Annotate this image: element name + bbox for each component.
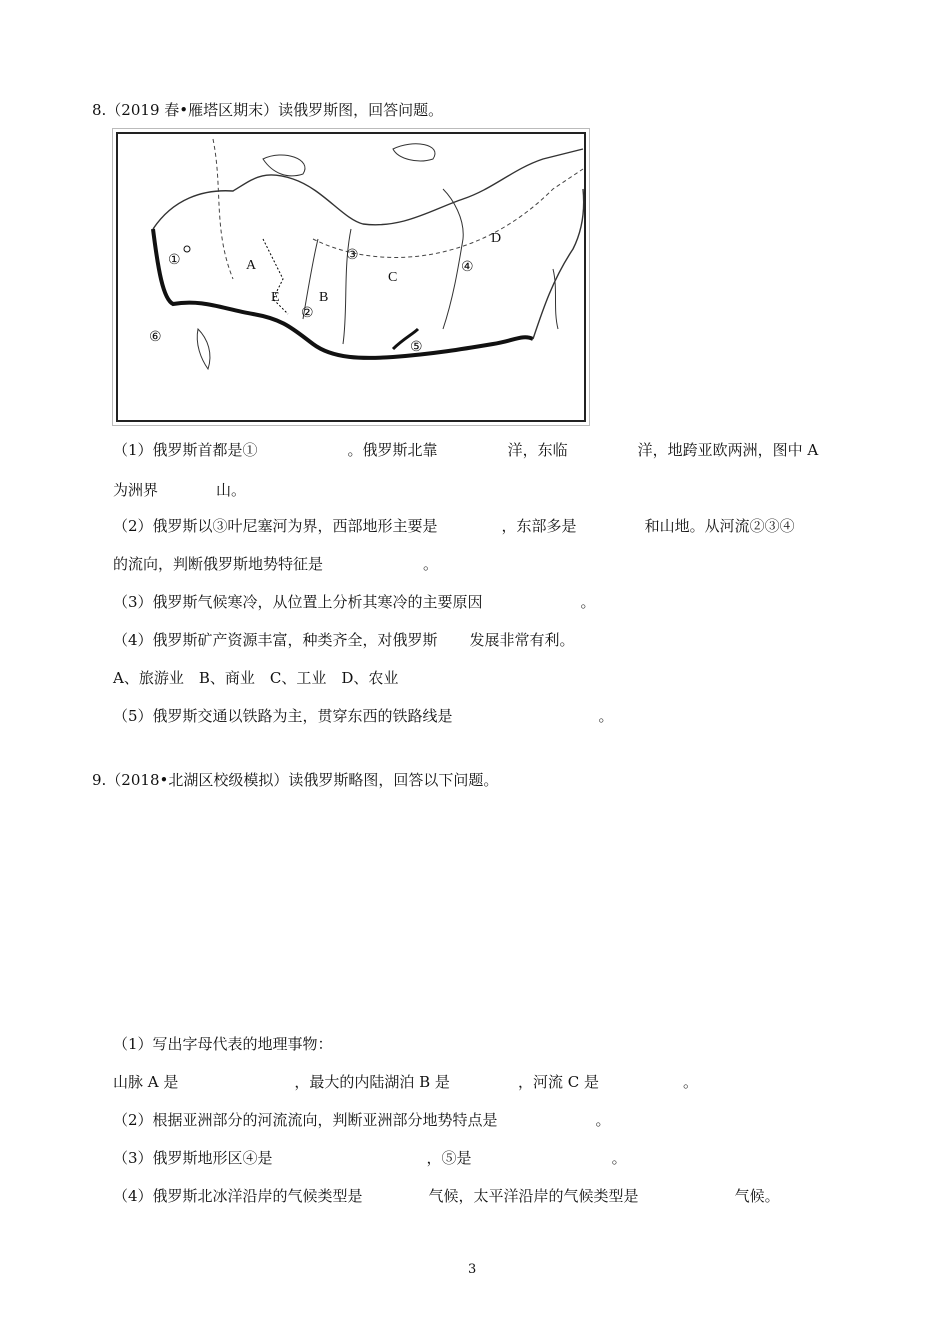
map-label-c: C [388,270,398,285]
q9-line-5: （4）俄罗斯北冰洋沿岸的气候类型是 气候，太平洋沿岸的气候类型是 气候。 [113,1187,780,1205]
q8-line-5: （3）俄罗斯气候寒冷，从位置上分析其寒冷的主要原因 。 [113,593,596,611]
q8-line-6: （4）俄罗斯矿产资源丰富，种类齐全，对俄罗斯 发展非常有利。 [113,631,575,649]
map-label-e: E [271,290,280,305]
map-label-d: D [491,231,502,246]
q8-line-3: （2）俄罗斯以③叶尼塞河为界，西部地形主要是 ，东部多是 和山地。从河流②③④ [113,517,795,535]
page-number: 3 [468,1262,477,1277]
russia-map-drawing [113,129,589,425]
map-label-1: ① [168,253,181,268]
map-label-3: ③ [346,248,359,263]
question-8-title: 8.（2019 春•雁塔区期末）读俄罗斯图，回答问题。 [92,101,444,119]
moscow-marker-icon [184,246,190,252]
russia-map [112,128,590,426]
map-label-a: A [246,258,257,273]
map-label-4: ④ [461,260,474,275]
q9-line-1: （1）写出字母代表的地理事物： [113,1035,333,1053]
map-label-b: B [319,290,329,305]
map-label-5: ⑤ [410,340,423,355]
q8-line-7: （5）俄罗斯交通以铁路为主，贯穿东西的铁路线是 。 [113,707,614,725]
q9-line-3: （2）根据亚洲部分的河流流向，判断亚洲部分地势特点是 。 [113,1111,611,1129]
q8-line-4: 的流向，判断俄罗斯地势特征是 。 [113,555,439,573]
q8-line-1: （1）俄罗斯首都是① 。俄罗斯北靠 洋，东临 洋，地跨亚欧两洲，图中 A [113,441,819,459]
map-label-2: ② [301,306,314,321]
q9-line-4: （3）俄罗斯地形区④是 ，⑤是 。 [113,1149,627,1167]
q9-line-2: 山脉 A 是 ，最大的内陆湖泊 B 是 ，河流 C 是 。 [113,1073,698,1091]
q8-line-2: 为洲界 山。 [113,481,247,499]
question-9-title: 9.（2018•北湖区校级模拟）读俄罗斯略图，回答以下问题。 [92,771,499,789]
q8-options: A、旅游业 B、商业 C、工业 D、农业 [113,669,399,687]
map-label-6: ⑥ [149,330,162,345]
